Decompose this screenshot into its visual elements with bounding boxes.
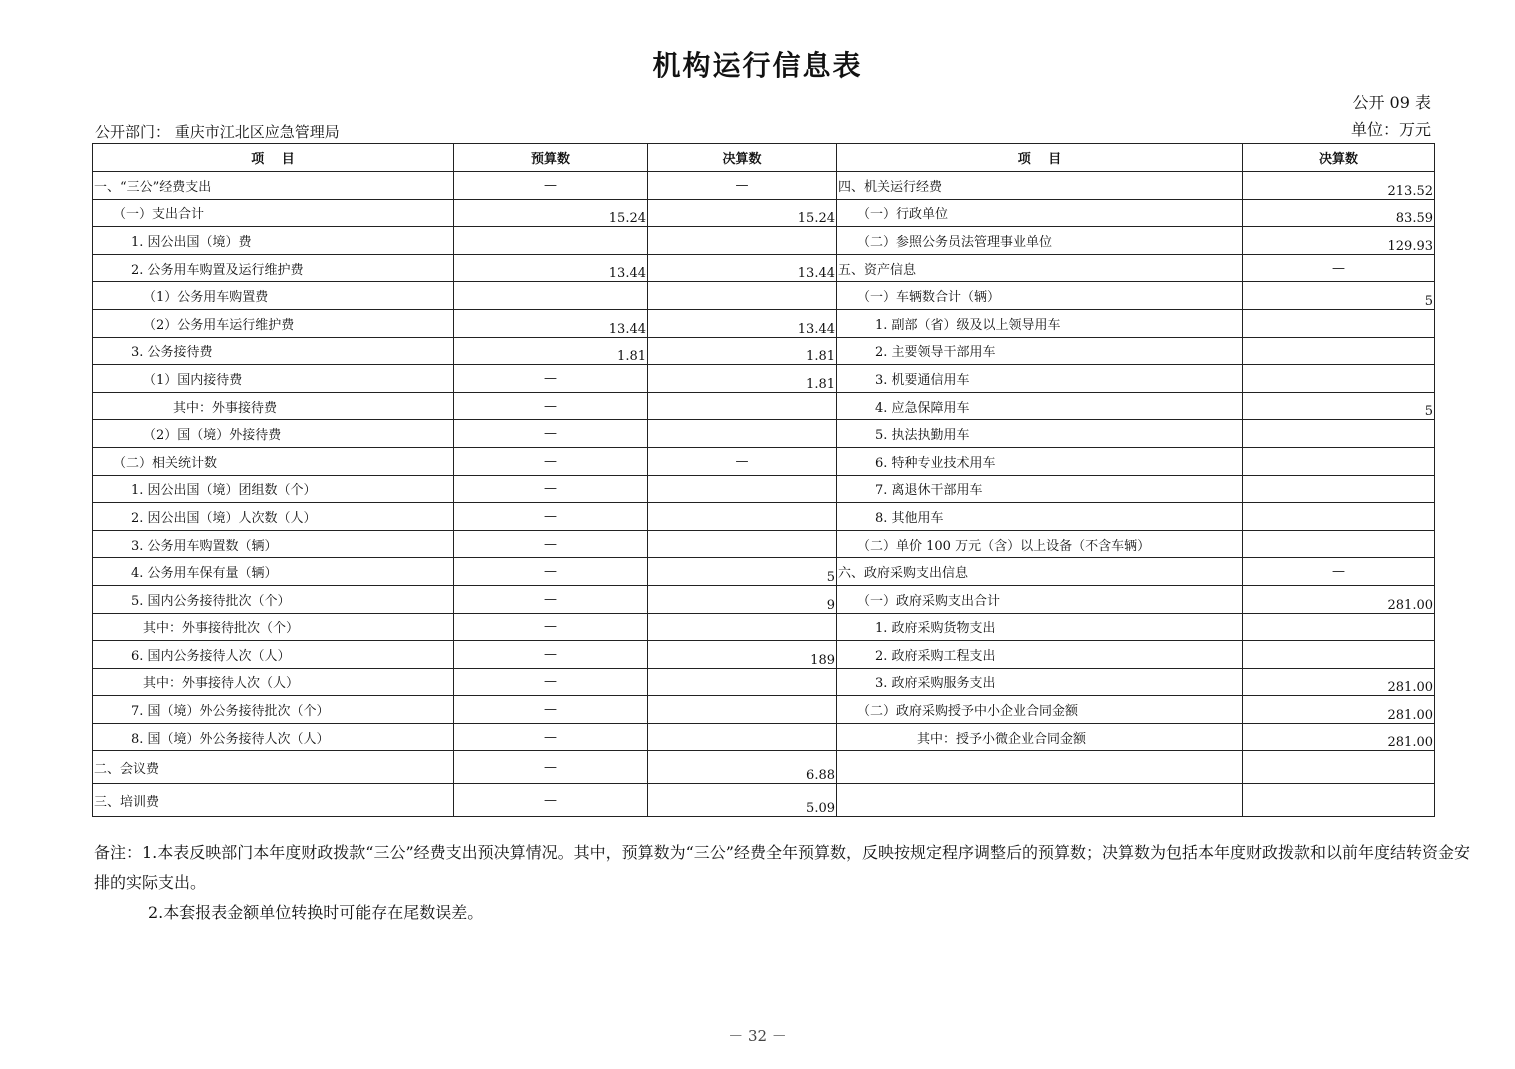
table-row bbox=[93, 503, 1435, 531]
table-row bbox=[93, 475, 1435, 503]
form-code: 公开 09 表 bbox=[1352, 93, 1431, 112]
row-item-left: 4. 公务用车保有量（辆） bbox=[93, 558, 454, 586]
row-budget: — bbox=[454, 784, 648, 817]
row-item-right: 其中：授予小微企业合同金额 bbox=[837, 723, 1243, 751]
row-budget: — bbox=[454, 392, 648, 420]
row-final-right: 83.59 bbox=[1243, 199, 1435, 227]
row-budget: — bbox=[454, 696, 648, 724]
row-final-right bbox=[1243, 613, 1435, 641]
row-final-right bbox=[1243, 365, 1435, 393]
row-item-right: 四、机关运行经费 bbox=[837, 172, 1243, 200]
row-final-right: — bbox=[1243, 254, 1435, 282]
row-final-right bbox=[1243, 447, 1435, 475]
row-item-left: 1. 因公出国（境）费 bbox=[93, 227, 454, 255]
row-budget: — bbox=[454, 420, 648, 448]
table-row bbox=[93, 696, 1435, 724]
row-item-right: 8. 其他用车 bbox=[837, 503, 1243, 531]
row-final-left: 5 bbox=[648, 558, 837, 586]
row-final-left: 1.81 bbox=[648, 337, 837, 365]
row-item-right: （一）政府采购支出合计 bbox=[837, 585, 1243, 613]
row-final-right: 281.00 bbox=[1243, 585, 1435, 613]
row-item-left: 1. 因公出国（境）团组数（个） bbox=[93, 475, 454, 503]
row-budget: — bbox=[454, 530, 648, 558]
row-final-left bbox=[648, 696, 837, 724]
row-item-right bbox=[837, 784, 1243, 817]
row-final-left: 6.88 bbox=[648, 751, 837, 784]
row-final-right bbox=[1243, 337, 1435, 365]
table-row bbox=[93, 172, 1435, 200]
row-final-left: — bbox=[648, 172, 837, 200]
row-final-left bbox=[648, 668, 837, 696]
row-final-right: 281.00 bbox=[1243, 696, 1435, 724]
row-budget: — bbox=[454, 365, 648, 393]
header-final-right: 决算数 bbox=[1243, 144, 1435, 172]
row-budget: — bbox=[454, 585, 648, 613]
row-item-right: （二）参照公务员法管理事业单位 bbox=[837, 227, 1243, 255]
row-final-right bbox=[1243, 420, 1435, 448]
table-row bbox=[93, 420, 1435, 448]
row-budget: 13.44 bbox=[454, 254, 648, 282]
table-body bbox=[93, 172, 1435, 817]
row-budget: — bbox=[454, 668, 648, 696]
table-row bbox=[93, 613, 1435, 641]
row-item-left: 其中：外事接待费 bbox=[93, 392, 454, 420]
row-budget bbox=[454, 282, 648, 310]
row-item-left: （1）公务用车购置费 bbox=[93, 282, 454, 310]
row-budget: — bbox=[454, 503, 648, 531]
row-final-right: 5 bbox=[1243, 282, 1435, 310]
row-budget: — bbox=[454, 475, 648, 503]
row-item-left: （一）支出合计 bbox=[93, 199, 454, 227]
row-final-left: 15.24 bbox=[648, 199, 837, 227]
table-row bbox=[93, 309, 1435, 337]
row-final-right bbox=[1243, 309, 1435, 337]
row-item-left: 3. 公务接待费 bbox=[93, 337, 454, 365]
table-header-row bbox=[93, 144, 1435, 172]
table-row bbox=[93, 585, 1435, 613]
row-item-right: 4. 应急保障用车 bbox=[837, 392, 1243, 420]
row-item-left: 5. 国内公务接待批次（个） bbox=[93, 585, 454, 613]
row-final-right: 281.00 bbox=[1243, 723, 1435, 751]
table-row bbox=[93, 254, 1435, 282]
row-item-right: 2. 主要领导干部用车 bbox=[837, 337, 1243, 365]
row-item-right: （二）政府采购授予中小企业合同金额 bbox=[837, 696, 1243, 724]
row-item-left: 三、培训费 bbox=[93, 784, 454, 817]
row-final-left bbox=[648, 282, 837, 310]
row-final-left: 9 bbox=[648, 585, 837, 613]
row-final-left bbox=[648, 503, 837, 531]
row-final-left bbox=[648, 613, 837, 641]
row-item-left: 2. 公务用车购置及运行维护费 bbox=[93, 254, 454, 282]
row-final-right bbox=[1243, 530, 1435, 558]
row-final-right: 129.93 bbox=[1243, 227, 1435, 255]
row-item-left: 8. 国（境）外公务接待人次（人） bbox=[93, 723, 454, 751]
row-item-right: （一）行政单位 bbox=[837, 199, 1243, 227]
row-budget: 15.24 bbox=[454, 199, 648, 227]
row-final-right bbox=[1243, 503, 1435, 531]
row-item-right: 5. 执法执勤用车 bbox=[837, 420, 1243, 448]
page-number: － 32 － bbox=[728, 1027, 787, 1045]
row-item-right: 1. 政府采购货物支出 bbox=[837, 613, 1243, 641]
row-budget: — bbox=[454, 613, 648, 641]
row-final-right bbox=[1243, 475, 1435, 503]
header-budget: 预算数 bbox=[454, 144, 648, 172]
row-budget: — bbox=[454, 558, 648, 586]
row-final-right: 281.00 bbox=[1243, 668, 1435, 696]
row-item-left: 一、“三公”经费支出 bbox=[93, 172, 454, 200]
row-item-right: （一）车辆数合计（辆） bbox=[837, 282, 1243, 310]
row-item-left: 二、会议费 bbox=[93, 751, 454, 784]
header-item-left: 项 目 bbox=[93, 144, 454, 172]
row-final-left: 13.44 bbox=[648, 254, 837, 282]
row-budget: — bbox=[454, 751, 648, 784]
row-item-right: 3. 政府采购服务支出 bbox=[837, 668, 1243, 696]
row-item-left: 其中：外事接待批次（个） bbox=[93, 613, 454, 641]
table-row bbox=[93, 784, 1435, 817]
row-final-right: 5 bbox=[1243, 392, 1435, 420]
row-final-left bbox=[648, 392, 837, 420]
unit-label: 单位：万元 bbox=[1350, 120, 1431, 139]
row-budget: — bbox=[454, 641, 648, 669]
row-budget: — bbox=[454, 447, 648, 475]
table-row bbox=[93, 337, 1435, 365]
row-item-left: 7. 国（境）外公务接待批次（个） bbox=[93, 696, 454, 724]
table-row bbox=[93, 668, 1435, 696]
row-item-left: 3. 公务用车购置数（辆） bbox=[93, 530, 454, 558]
row-budget bbox=[454, 227, 648, 255]
row-final-right bbox=[1243, 784, 1435, 817]
row-item-right: 3. 机要通信用车 bbox=[837, 365, 1243, 393]
row-item-right: （二）单价 100 万元（含）以上设备（不含车辆） bbox=[837, 530, 1243, 558]
row-final-left: 13.44 bbox=[648, 309, 837, 337]
info-table bbox=[92, 143, 1435, 817]
table-row bbox=[93, 641, 1435, 669]
note-2: 2.本套报表金额单位转换时可能存在尾数误差。 bbox=[148, 903, 484, 922]
row-item-right: 1. 副部（省）级及以上领导用车 bbox=[837, 309, 1243, 337]
row-item-right: 五、资产信息 bbox=[837, 254, 1243, 282]
department-label: 公开部门： 重庆市江北区应急管理局 bbox=[95, 123, 340, 141]
row-item-right: 7. 离退休干部用车 bbox=[837, 475, 1243, 503]
table-row bbox=[93, 751, 1435, 784]
row-item-right: 2. 政府采购工程支出 bbox=[837, 641, 1243, 669]
row-item-right: 六、政府采购支出信息 bbox=[837, 558, 1243, 586]
row-final-right: — bbox=[1243, 558, 1435, 586]
row-final-left bbox=[648, 420, 837, 448]
row-budget: 1.81 bbox=[454, 337, 648, 365]
row-item-left: （二）相关统计数 bbox=[93, 447, 454, 475]
row-budget: — bbox=[454, 172, 648, 200]
row-item-left: （2）公务用车运行维护费 bbox=[93, 309, 454, 337]
table-row bbox=[93, 558, 1435, 586]
note-1: 备注：1.本表反映部门本年度财政拨款“三公”经费支出预决算情况。其中，预算数为“三公”经费全年预算数，反映按规定程序调整后的预算数；决算数为包括本年度财政拨款和以前年度结转资金安排的实际支出。 bbox=[94, 843, 1470, 892]
row-final-left: 1.81 bbox=[648, 365, 837, 393]
row-final-left bbox=[648, 227, 837, 255]
table-row bbox=[93, 227, 1435, 255]
row-final-right bbox=[1243, 751, 1435, 784]
table-row bbox=[93, 365, 1435, 393]
table-row bbox=[93, 530, 1435, 558]
table-row bbox=[93, 199, 1435, 227]
table-row bbox=[93, 392, 1435, 420]
row-item-left: 6. 国内公务接待人次（人） bbox=[93, 641, 454, 669]
table-row bbox=[93, 282, 1435, 310]
table-row bbox=[93, 723, 1435, 751]
header-item-right: 项 目 bbox=[837, 144, 1243, 172]
row-item-left: 2. 因公出国（境）人次数（人） bbox=[93, 503, 454, 531]
row-final-left bbox=[648, 475, 837, 503]
row-budget: 13.44 bbox=[454, 309, 648, 337]
row-final-right bbox=[1243, 641, 1435, 669]
row-final-left bbox=[648, 530, 837, 558]
row-item-left: 其中：外事接待人次（人） bbox=[93, 668, 454, 696]
row-budget: — bbox=[454, 723, 648, 751]
header-final-left: 决算数 bbox=[648, 144, 837, 172]
row-final-left: 189 bbox=[648, 641, 837, 669]
table-row bbox=[93, 447, 1435, 475]
page-title: 机构运行信息表 bbox=[652, 49, 863, 82]
row-item-right: 6. 特种专业技术用车 bbox=[837, 447, 1243, 475]
row-item-left: （1）国内接待费 bbox=[93, 365, 454, 393]
row-final-left bbox=[648, 723, 837, 751]
row-item-right bbox=[837, 751, 1243, 784]
row-item-left: （2）国（境）外接待费 bbox=[93, 420, 454, 448]
row-final-right: 213.52 bbox=[1243, 172, 1435, 200]
row-final-left: 5.09 bbox=[648, 784, 837, 817]
row-final-left: — bbox=[648, 447, 837, 475]
